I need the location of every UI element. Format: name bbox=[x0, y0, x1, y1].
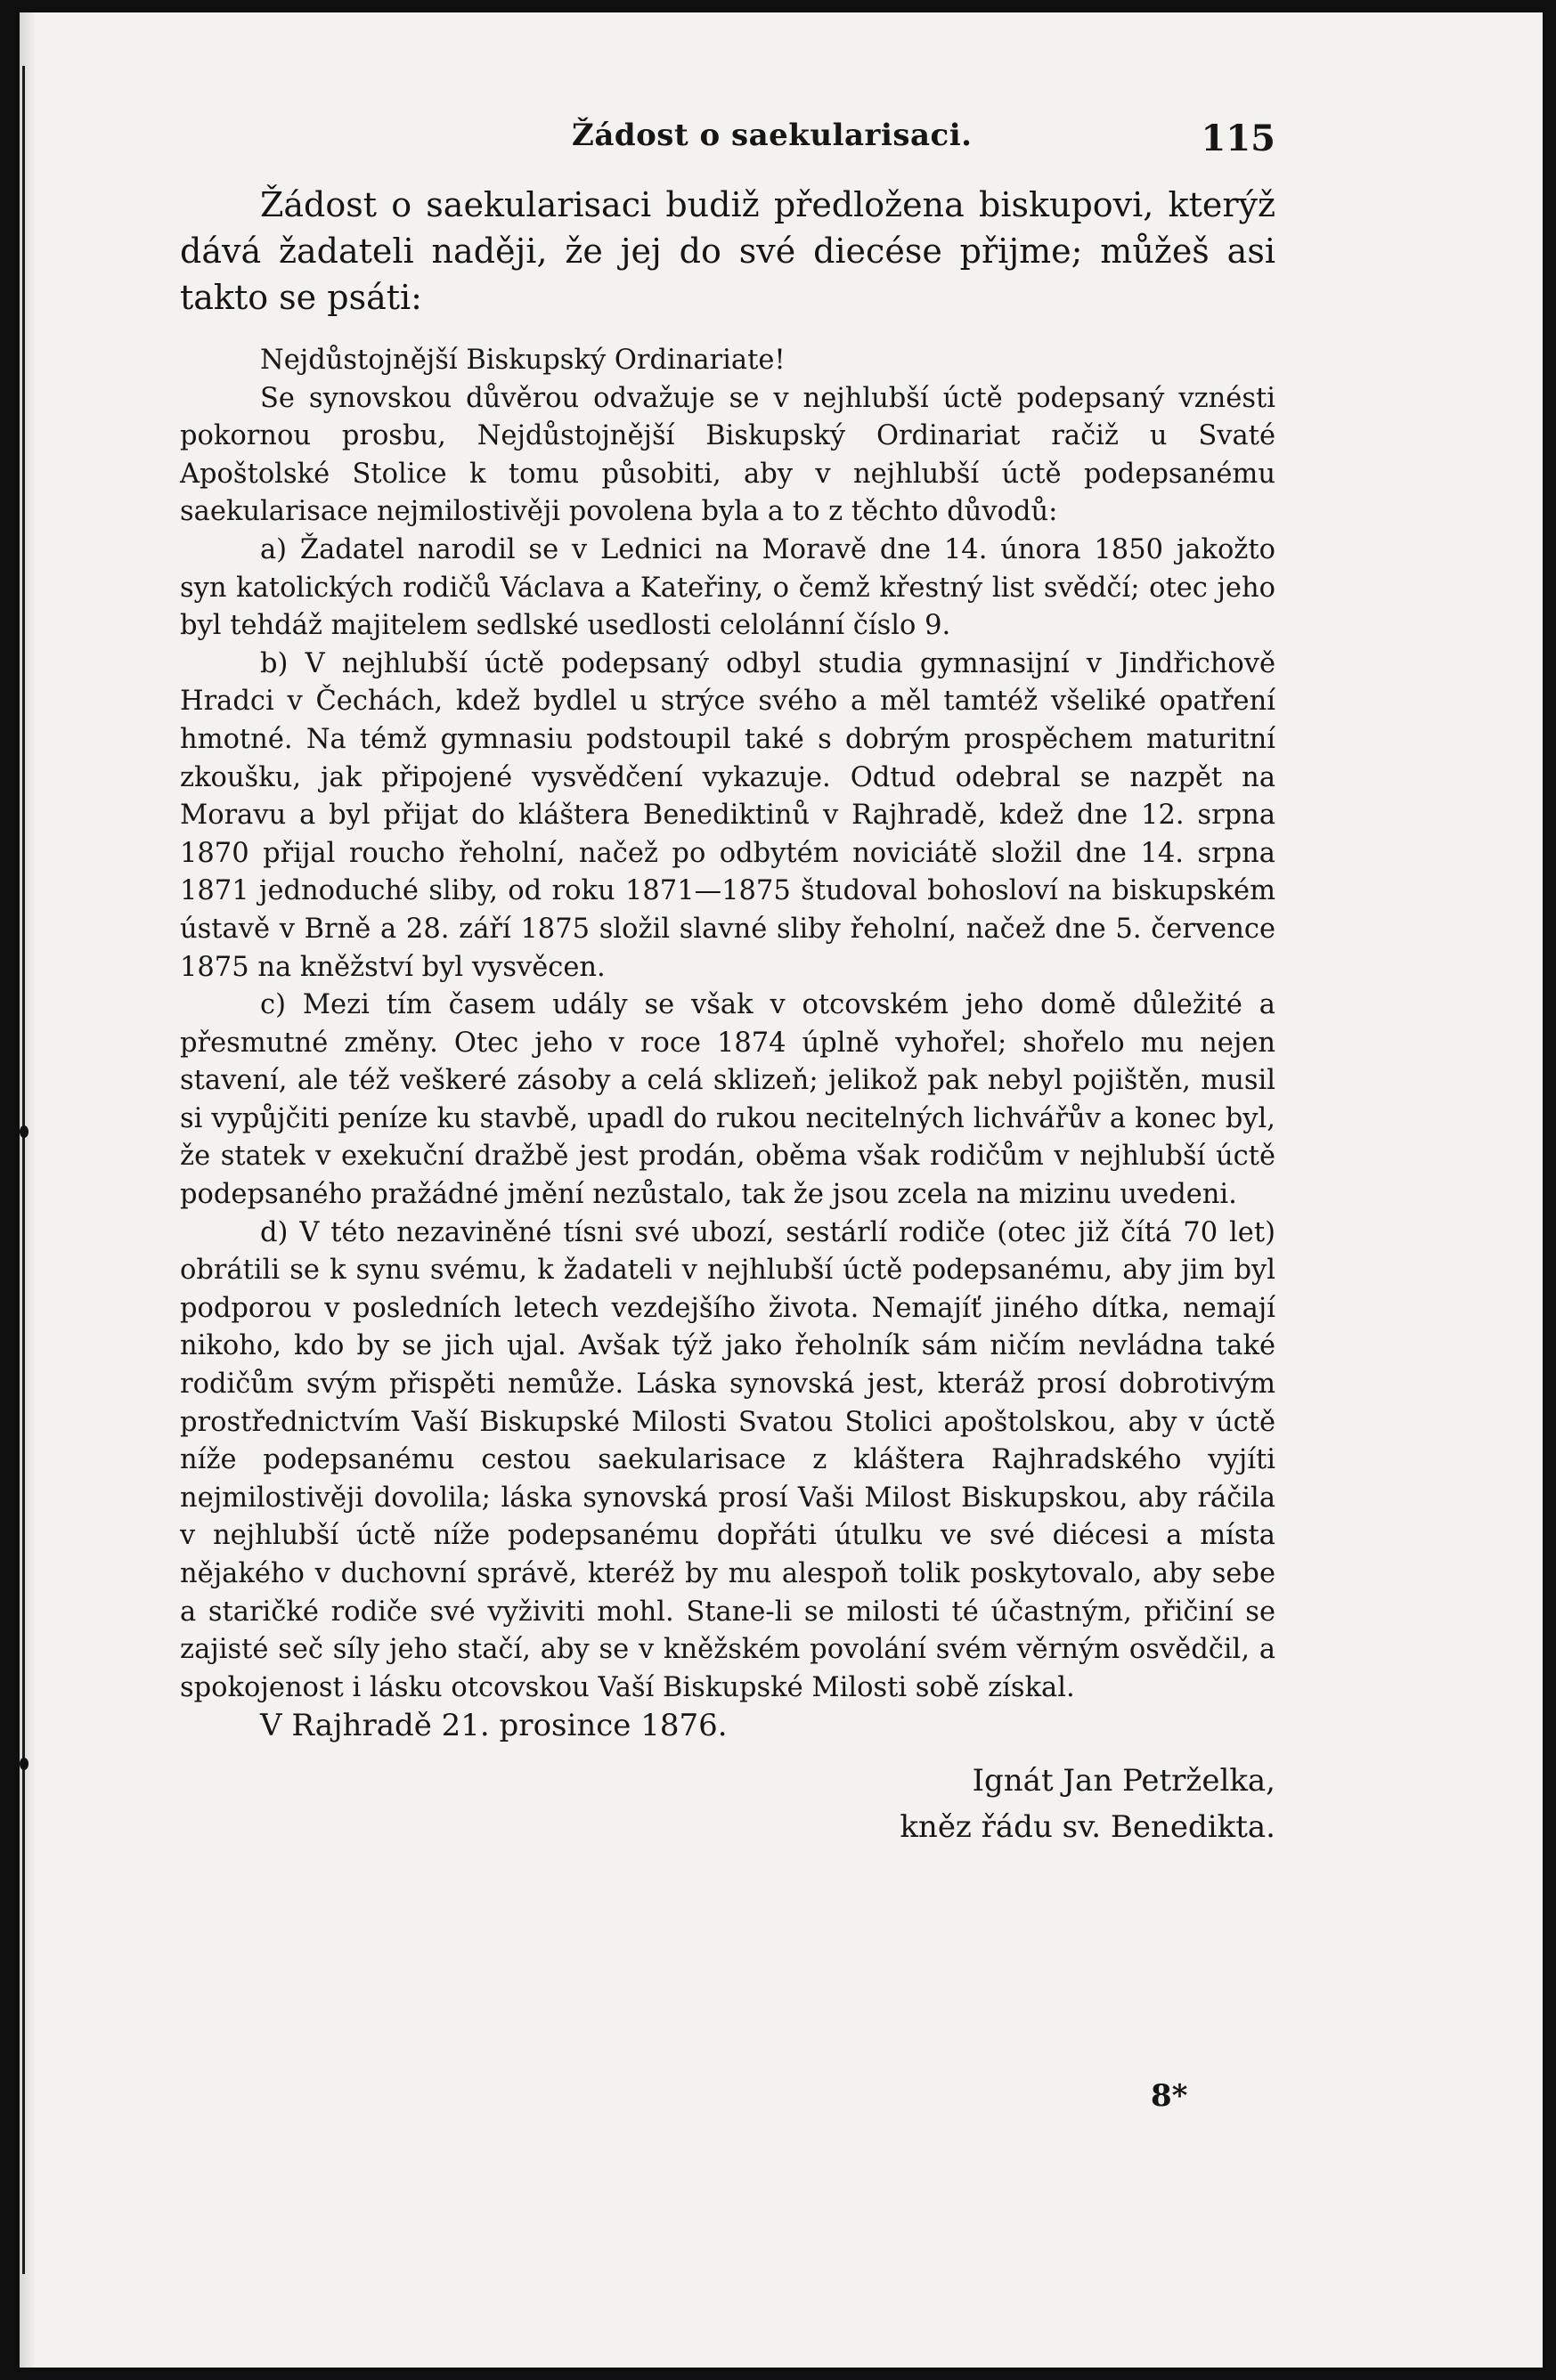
letter-body bbox=[180, 342, 1275, 1850]
running-header bbox=[180, 118, 1275, 171]
letter-signature bbox=[180, 1758, 1275, 1850]
book-page bbox=[20, 12, 1543, 2368]
page-number: 115 bbox=[1201, 118, 1275, 159]
letter-paragraph: Se synovskou důvěrou odvažuje se v nejhlubší úctě podepsaný vznésti pokornou prosbu, Nejdůstojnější Biskupský Ordinariat račiž u Svaté Apoštolské Stolice k tomu působiti, aby v nejhlubší úctě podepsanému saekularisace nejmilostivěji povolena byla a to z těchto důvodů: bbox=[180, 382, 1275, 528]
intro-text: Žádost o saekularisaci budiž předložena biskupovi, kterýž dává žadateli naději, že jej do své diecése přijme; můžeš asi takto se psáti: bbox=[180, 185, 1275, 317]
signature-name: Ignát Jan Petrželka, bbox=[972, 1762, 1275, 1799]
running-title: Žádost o saekularisaci. bbox=[572, 118, 973, 153]
letter-paragraph: c) Mezi tím časem udály se však v otcovském jeho domě důležité a přesmutné změny. Otec jeho v roce 1874 úplně vyhořel; shořelo mu nejen stavení, ale též veškeré zásoby a celá sklizeň; jelikož pak nebyl pojištěn, musil si vypůjčiti peníze ku stavbě, upadl do rukou necitelných lichvářův a konec byl, že statek v exekuční dražbě jest prodán, oběma však rodičům v nejhlubší úctě podepsaného pražádné jmění nezůstalo, tak že jsou zcela na mizinu uvedeni. bbox=[180, 989, 1275, 1211]
signature-mark: 8* bbox=[1151, 2078, 1188, 2114]
signature-title: kněz řádu sv. Benedikta. bbox=[900, 1808, 1275, 1845]
binding-mark bbox=[20, 1758, 29, 1770]
letter-salutation: Nejdůstojnější Biskupský Ordinariate! bbox=[260, 345, 786, 376]
letter-paragraph: d) V této nezaviněné tísni své ubozí, sestárlí rodiče (otec již čítá 70 let) obrátili se k synu svému, k žadateli v nejhlubší úctě podepsanému, aby jim byl podporou v posledních letech vezdejšího života. Nemajíť jiného dítka, nemají nikoho, kdo by se jich ujal. Avšak týž jako řeholník sám ničím nevládna také rodičům svým přispěti nemůže. Láska synovská jest, kteráž prosí dobrotivým prostřednictvím Vaší Biskupské Milosti Svatou Stolici apoštolskou, aby v úctě níže podepsanému cestou saekularisace z kláštera Rajhradského vyjíti nejmilostivěji dovolila; láska synovská prosí Vaši Milost Biskupskou, aby ráčila v nejhlubší úctě níže podepsanému dopřáti útulku ve své diécesi a místa nějakého v duchovní správě, kteréž by mu alespoň tolik poskytovalo, aby sebe a staričké rodiče své vyživiti mohl. Stane-li se milosti té účastným, přičiní se zajisté seč síly jeho stačí, aby se v kněžském povolání svém věrným osvědčil, a spokojenost i lásku otcovskou Vaší Biskupské Milosti sobě získal. bbox=[180, 1216, 1275, 1703]
intro-paragraph bbox=[180, 182, 1275, 321]
binding-mark bbox=[20, 1125, 29, 1138]
binding-line bbox=[22, 66, 25, 2274]
letter-paragraph: a) Žadatel narodil se v Lednici na Moravě dne 14. února 1850 jakožto syn katolických rodičů Václava a Kateřiny, o čemž křestný list svědčí; otec jeho byl tehdáž majitelem sedlské usedlosti celolánní číslo 9. bbox=[180, 533, 1275, 642]
letter-date: V Rajhradě 21. prosince 1876. bbox=[260, 1708, 728, 1744]
letter-paragraph: b) V nejhlubší úctě podepsaný odbyl studia gymnasijní v Jindřichově Hradci v Čechách, kdež bydlel u strýce svého a měl tamtéž všeliké opatření hmotné. Na témž gymnasiu podstoupil také s dobrým prospěchem maturitní zkoušku, jak připojené vysvědčení vykazuje. Odtud odebral se nazpět na Moravu a byl přijat do kláštera Benediktinů v Rajhradě, kdež dne 12. srpna 1870 přijal roucho řeholní, načež po odbytém noviciátě složil dne 14. srpna 1871 jednoduché sliby, od roku 1871—1875 študoval bohosloví na biskupském ústavě v Brně a 28. září 1875 složil slavné sliby řeholní, načež dne 5. července 1875 na kněžství byl vysvěcen. bbox=[180, 647, 1275, 983]
